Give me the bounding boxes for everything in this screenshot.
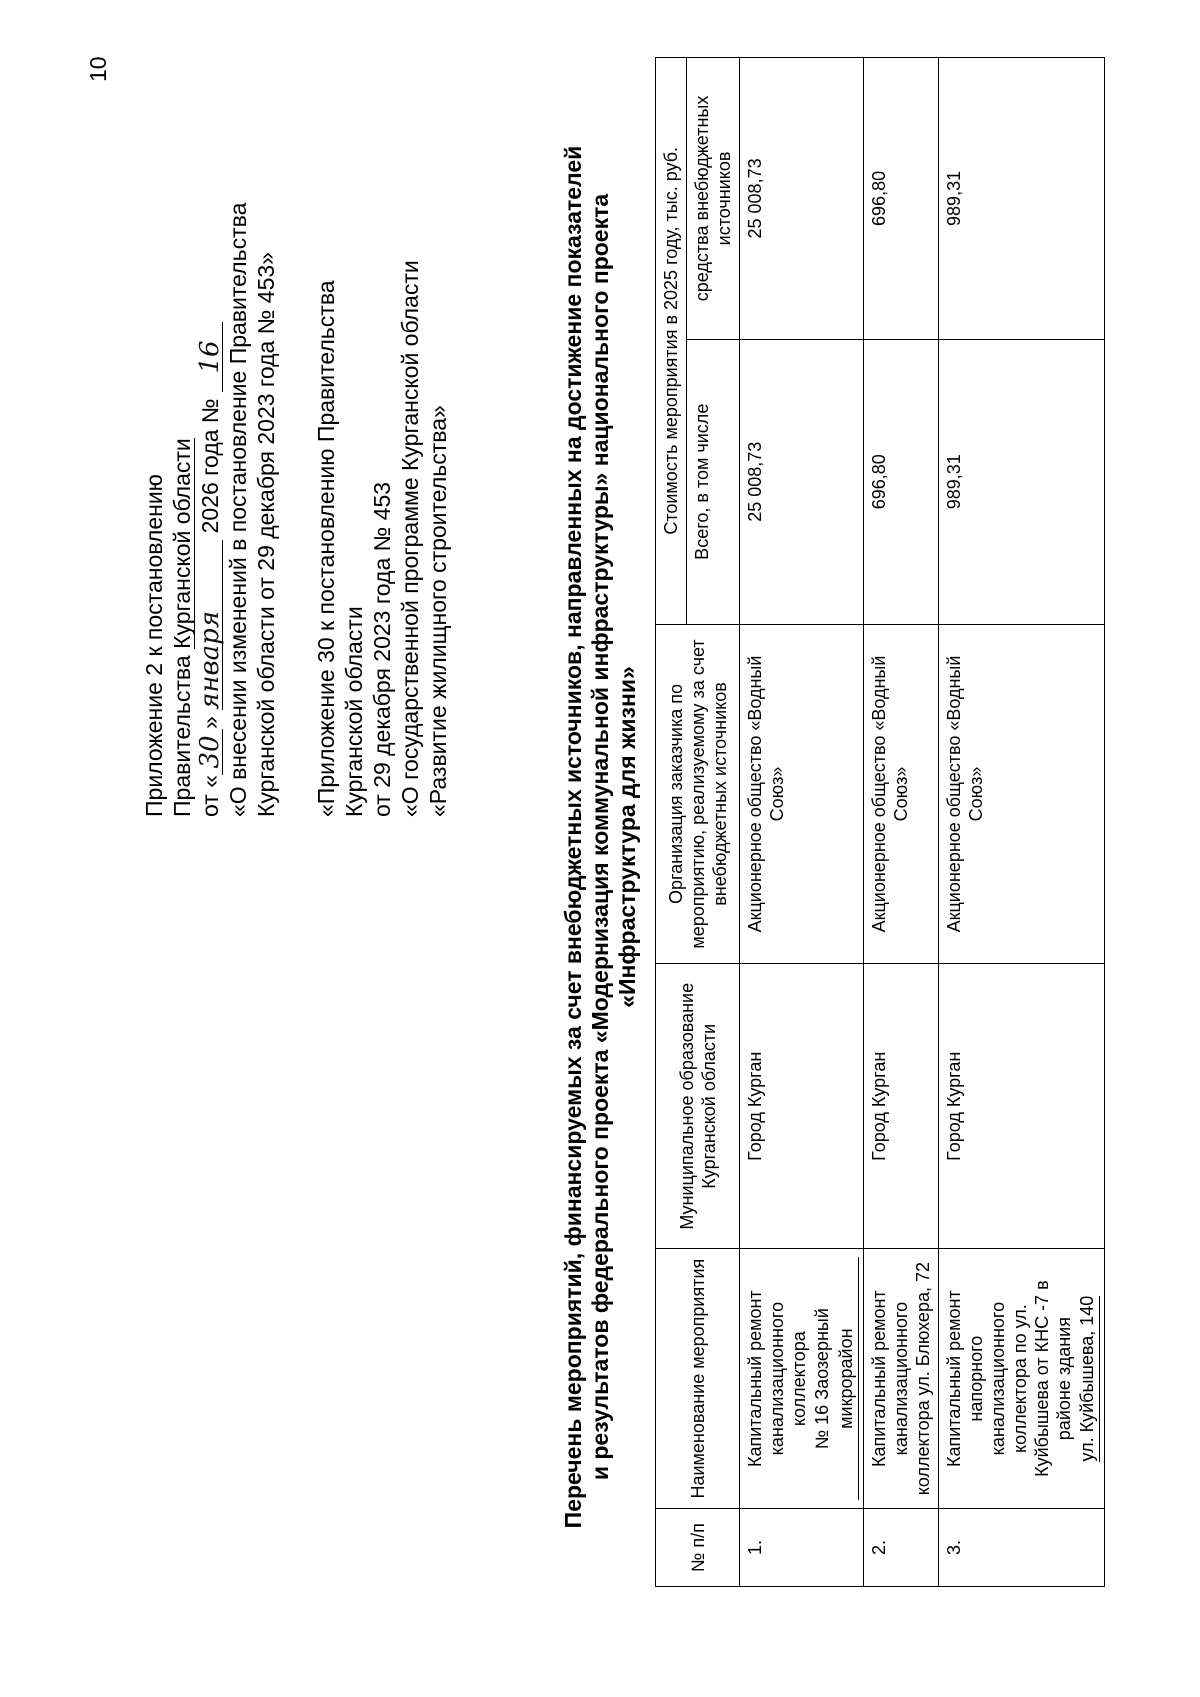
appendix-2-line4: «О внесении изменений в постановление Правительства xyxy=(225,202,251,817)
title-line1: Перечень мероприятий, финансируемых за счет внебюджетных источников, направленных на достижение показателей xyxy=(560,145,586,1529)
handwritten-number: 16 xyxy=(198,322,223,392)
title-line3: «Инфраструктура для жизни» xyxy=(614,666,640,1008)
appendix-30-line4: «О государственной программе Курганской области xyxy=(397,260,423,817)
document-title xyxy=(560,97,641,1577)
date-mid: » xyxy=(197,709,223,729)
appendix-30-line1: «Приложение 30 к постановлению Правительства xyxy=(313,280,339,817)
appendix-2-line2 xyxy=(168,203,196,817)
cell-name xyxy=(939,1249,1105,1509)
cell-name xyxy=(864,1249,939,1509)
header-organization: Организация заказчика по мероприятию, реализуемому за счет внебюджетных источников xyxy=(656,624,740,964)
table-row xyxy=(864,58,939,1587)
cell-total: 25 008,73 xyxy=(740,339,864,624)
table-header-row xyxy=(656,58,687,1587)
appendix-2-date-line xyxy=(196,203,224,817)
header-cost-group: Стоимость мероприятия в 2025 году, тыс. руб. xyxy=(656,58,687,625)
cell-name-underlined: № 16 Заозерный микрорайон xyxy=(810,1257,859,1500)
cell-num: 3. xyxy=(939,1509,1105,1587)
appendix-2-block xyxy=(140,203,280,817)
appendix-2-line1: Приложение 2 к постановлению xyxy=(141,474,167,817)
cell-name-part: Капитальный ремонт канализационного коллектора ул. Блюхера, 72 xyxy=(869,1262,933,1496)
title-line2: и результатов федерального проекта «Модернизация коммунальной инфраструктуры» национального проекта xyxy=(587,193,613,1481)
measures-table xyxy=(655,57,1105,1587)
appendix-2-line2-pre: Правительства xyxy=(169,648,195,817)
cell-num: 1. xyxy=(740,1509,864,1587)
cell-municipality: Город Курган xyxy=(740,964,864,1249)
header-num: № п/п xyxy=(656,1509,740,1587)
cell-organization: Акционерное общество «Водный Союз» xyxy=(740,624,864,964)
cell-municipality: Город Курган xyxy=(864,964,939,1249)
cell-name-part: Капитальный ремонт канализационного коллектора xyxy=(745,1290,809,1468)
cell-organization: Акционерное общество «Водный Союз» xyxy=(864,624,939,964)
handwritten-month: января xyxy=(198,540,223,710)
appendix-2-line2-underlined: Курганской области xyxy=(169,438,195,649)
cell-offbudget: 696,80 xyxy=(864,58,939,340)
cell-total: 696,80 xyxy=(864,339,939,624)
appendix-30-line5: «Развитие жилищного строительства» xyxy=(425,405,451,817)
table-row xyxy=(740,58,864,1587)
cell-name-underlined: ул. Куйбышева, 140 xyxy=(1075,1296,1100,1462)
date-year-text: 2026 года № xyxy=(197,398,223,534)
date-prefix: от « xyxy=(197,774,223,817)
cell-name xyxy=(740,1249,864,1509)
cell-num: 2. xyxy=(864,1509,939,1587)
cell-offbudget: 25 008,73 xyxy=(740,58,864,340)
cell-name-part: Капитальный ремонт напорного канализационного коллектора по ул. Куйбышева от КНС -7 в районе здания xyxy=(944,1280,1074,1477)
page-number: 10 xyxy=(85,56,111,82)
table-row xyxy=(939,58,1105,1587)
handwritten-day: 30 xyxy=(198,729,223,775)
appendix-2-line5: Курганской области от 29 декабря 2023 года № 453» xyxy=(253,252,279,817)
appendix-30-line3: от 29 декабря 2023 года № 453 xyxy=(369,481,395,817)
cell-offbudget: 989,31 xyxy=(939,58,1105,340)
appendix-30-block xyxy=(312,260,452,817)
cell-total: 989,31 xyxy=(939,339,1105,624)
header-municipality: Муниципальное образование Курганской области xyxy=(656,964,740,1249)
header-offbudget: средства внебюджетных источников xyxy=(687,58,740,340)
cell-organization: Акционерное общество «Водный Союз» xyxy=(939,624,1105,964)
header-total: Всего, в том числе xyxy=(687,339,740,624)
cell-municipality: Город Курган xyxy=(939,964,1105,1249)
appendix-30-line2: Курганской области xyxy=(341,606,367,817)
header-name: Наименование мероприятия xyxy=(656,1249,740,1509)
